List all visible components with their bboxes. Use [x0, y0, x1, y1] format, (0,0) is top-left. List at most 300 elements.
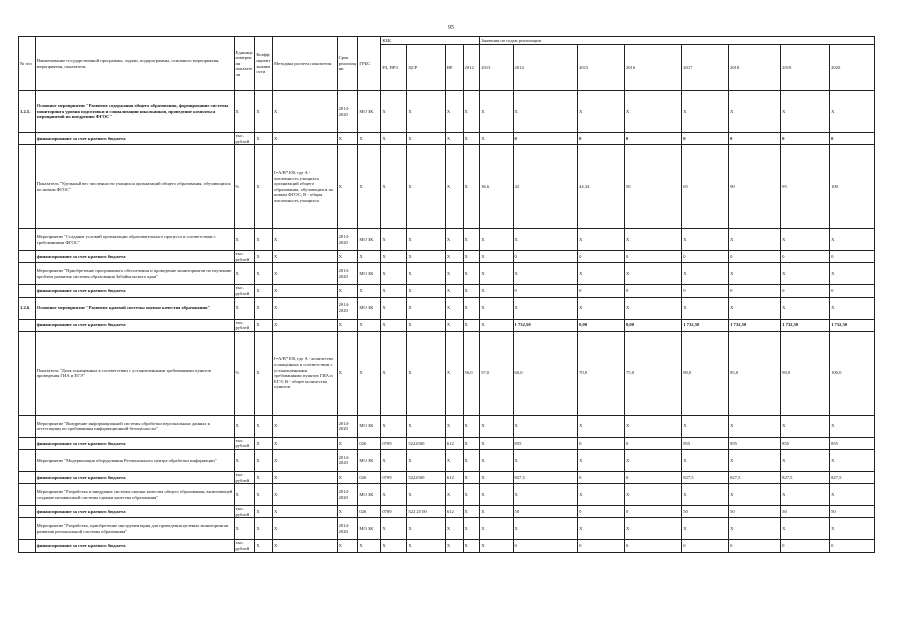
cell-grbs: 026 — [358, 506, 381, 518]
cell-vr: Х — [445, 449, 463, 471]
cell-year-value: Х — [624, 415, 681, 437]
cell-year-value: Х — [513, 449, 578, 471]
cell-year-value: 44,34 — [578, 145, 625, 229]
cell-year-value: Х — [480, 471, 513, 483]
cell-year-value: Х — [513, 518, 578, 540]
cell-num — [19, 319, 36, 331]
cell-year-value: 827,5 — [781, 471, 830, 483]
cell-vr: Х — [445, 229, 463, 251]
cell-year-value: 0 — [578, 540, 625, 552]
table-row — [19, 251, 875, 263]
cell-year-value: 0 — [513, 251, 578, 263]
cell-coef: Х — [255, 319, 273, 331]
cell-name: финансирование за счет краевого бюджета — [35, 133, 234, 145]
cell-year-value: 0,00 — [578, 319, 625, 331]
cell-year-value: Х — [781, 484, 830, 506]
page-number: 95 — [448, 25, 454, 31]
cell-name: Мероприятие "Создание условий организации образовательного процесса в соответствии с требованиями ФГОС" — [35, 229, 234, 251]
cell-name: Мероприятие "Разработка и внедрение системы оценки качества общего образования, включающей создание независимой системы оценки качества образования" — [35, 484, 234, 506]
cell-year-value: Х — [781, 297, 830, 319]
cell-year-value: Х — [480, 484, 513, 506]
cell-year-value: 827,5 — [682, 471, 729, 483]
cell-unit: тыс. рублей — [234, 251, 255, 263]
cell-year-value: Х — [463, 285, 480, 297]
cell-num — [19, 540, 36, 552]
cell-rz: Х — [381, 263, 407, 285]
cell-csr: Х — [407, 91, 446, 133]
cell-year-value: 36,6 — [480, 145, 513, 229]
table-row — [19, 484, 875, 506]
cell-num — [19, 263, 36, 285]
cell-year-value: 855 — [781, 437, 830, 449]
table-header — [19, 37, 875, 91]
cell-grbs: МО ЗК — [358, 263, 381, 285]
cell-unit: тыс. рублей — [234, 437, 255, 449]
cell-grbs: МО ЗК — [358, 449, 381, 471]
cell-num — [19, 145, 36, 229]
header-grbs: ГРБС — [358, 37, 381, 91]
cell-term: Х — [337, 319, 358, 331]
cell-year-value: Х — [463, 91, 480, 133]
cell-year-value: Х — [682, 518, 729, 540]
cell-name: Основное мероприятие "Развитие содержания общего образования, формирование системы мониторинга уровня подготовки и социализации школьников, проведение комплекса мероприятий по внедрению ФГОС" — [35, 91, 234, 133]
cell-name: финансирование за счет краевого бюджета — [35, 506, 234, 518]
cell-method: Х — [273, 263, 338, 285]
cell-term: 2014-2020 — [337, 484, 358, 506]
cell-year-value: Х — [463, 145, 480, 229]
cell-year-value: 100,0 — [830, 331, 875, 415]
cell-year-value: Х — [624, 297, 681, 319]
table-row — [19, 449, 875, 471]
cell-csr: Х — [407, 251, 446, 263]
cell-year-value: Х — [781, 449, 830, 471]
cell-vr: Х — [445, 297, 463, 319]
cell-year-value: 0 — [729, 251, 781, 263]
cell-year-value: 855 — [830, 437, 875, 449]
cell-unit: % — [234, 145, 255, 229]
cell-year-value: Х — [830, 297, 875, 319]
cell-year-value: Х — [480, 91, 513, 133]
cell-grbs: Х — [358, 319, 381, 331]
cell-grbs: МО ЗК — [358, 229, 381, 251]
cell-name: финансирование за счет краевого бюджета — [35, 471, 234, 483]
cell-year-value: 0 — [781, 251, 830, 263]
cell-year-value: Х — [578, 229, 625, 251]
cell-rz: Х — [381, 133, 407, 145]
cell-year-value: 50 — [682, 506, 729, 518]
cell-year-value: 65 — [682, 145, 729, 229]
cell-year-value: 0 — [578, 285, 625, 297]
cell-method: Х — [273, 484, 338, 506]
header-csr: ЦСР — [407, 45, 446, 91]
cell-csr: Х — [407, 449, 446, 471]
table-row — [19, 540, 875, 552]
cell-coef: Х — [255, 471, 273, 483]
cell-year-value: Х — [624, 518, 681, 540]
cell-grbs: Х — [358, 251, 381, 263]
cell-term: Х — [337, 285, 358, 297]
header-vr: ВР — [445, 45, 463, 91]
cell-year-value: Х — [513, 229, 578, 251]
cell-year-value: Х — [682, 229, 729, 251]
cell-unit: Х — [234, 91, 255, 133]
table-row — [19, 506, 875, 518]
cell-method: Х — [273, 449, 338, 471]
cell-csr: Х — [407, 229, 446, 251]
cell-coef: Х — [255, 540, 273, 552]
cell-year-value: Х — [781, 415, 830, 437]
cell-num — [19, 437, 36, 449]
cell-unit: % — [234, 331, 255, 415]
cell-coef: Х — [255, 518, 273, 540]
cell-csr: Х — [407, 145, 446, 229]
cell-year-value: Х — [729, 297, 781, 319]
cell-year-value: Х — [729, 449, 781, 471]
table-row — [19, 297, 875, 319]
header-year: 2012 — [463, 45, 480, 91]
cell-csr: Х — [407, 331, 446, 415]
header-year: 2016 — [624, 45, 681, 91]
cell-coef: Х — [255, 449, 273, 471]
cell-year-value: Х — [781, 263, 830, 285]
cell-year-value: 827,5 — [830, 471, 875, 483]
header-kbk: КБК — [381, 37, 480, 45]
cell-year-value: 0 — [624, 471, 681, 483]
cell-year-value: Х — [624, 484, 681, 506]
cell-year-value: 56,0 — [463, 331, 480, 415]
cell-year-value: 0 — [578, 437, 625, 449]
header-year: 2020 — [830, 45, 875, 91]
cell-year-value: Х — [513, 484, 578, 506]
cell-year-value: 0 — [624, 506, 681, 518]
cell-year-value: Х — [729, 229, 781, 251]
cell-vr: 612 — [445, 506, 463, 518]
cell-name: Основное мероприятие "Развитие краевой системы оценки качества образования" — [35, 297, 234, 319]
cell-year-value: Х — [682, 449, 729, 471]
cell-year-value: 0 — [729, 540, 781, 552]
cell-unit: тыс. рублей — [234, 285, 255, 297]
table-row — [19, 437, 875, 449]
cell-coef: Х — [255, 506, 273, 518]
cell-year-value: 60,0 — [513, 331, 578, 415]
cell-csr: Х — [407, 319, 446, 331]
cell-year-value: Х — [463, 518, 480, 540]
cell-year-value: Х — [578, 484, 625, 506]
cell-year-value: Х — [682, 297, 729, 319]
header-method: Методика расчета показателя — [273, 37, 338, 91]
cell-year-value: Х — [578, 449, 625, 471]
cell-rz: Х — [381, 415, 407, 437]
cell-term: Х — [337, 145, 358, 229]
header-year: 2013 — [480, 45, 513, 91]
cell-year-value: 0 — [781, 133, 830, 145]
cell-year-value: Х — [624, 263, 681, 285]
cell-year-value: Х — [513, 91, 578, 133]
cell-num — [19, 484, 36, 506]
cell-coef: Х — [255, 415, 273, 437]
cell-year-value: 0 — [513, 133, 578, 145]
cell-year-value: Х — [480, 449, 513, 471]
cell-year-value: 1 732,50 — [682, 319, 729, 331]
cell-year-value: Х — [463, 319, 480, 331]
cell-year-value: Х — [729, 263, 781, 285]
cell-coef: Х — [255, 437, 273, 449]
cell-name: Показатель "Удельный вес численности учащихся организаций общего образования, обучающихся по новым ФГОС" — [35, 145, 234, 229]
header-year: 2014 — [513, 45, 578, 91]
cell-coef: Х — [255, 263, 273, 285]
cell-year-value: Х — [578, 518, 625, 540]
cell-year-value: 827,5 — [729, 471, 781, 483]
cell-term: 2014-2020 — [337, 449, 358, 471]
cell-year-value: 0 — [682, 540, 729, 552]
cell-year-value: Х — [480, 251, 513, 263]
cell-csr: 5222500 — [407, 471, 446, 483]
cell-unit: тыс. рублей — [234, 506, 255, 518]
cell-name: Показатель "Доля оснащенных в соответствии с установленными требованиями пунктов проведения ГИА и ЕГЭ" — [35, 331, 234, 415]
cell-year-value: Х — [624, 229, 681, 251]
cell-rz: Х — [381, 251, 407, 263]
cell-year-value: 0 — [729, 285, 781, 297]
cell-grbs: МО ЗК — [358, 518, 381, 540]
table-row — [19, 331, 875, 415]
cell-coef: Х — [255, 285, 273, 297]
cell-csr: Х — [407, 133, 446, 145]
cell-year-value: Х — [513, 415, 578, 437]
cell-rz: Х — [381, 319, 407, 331]
cell-vr: Х — [445, 484, 463, 506]
cell-year-value: Х — [463, 251, 480, 263]
cell-year-value: Х — [830, 518, 875, 540]
cell-unit: Х — [234, 518, 255, 540]
cell-year-value: Х — [830, 263, 875, 285]
cell-year-value: Х — [463, 540, 480, 552]
cell-year-value: Х — [463, 297, 480, 319]
cell-year-value: 0 — [513, 540, 578, 552]
cell-year-value: 0 — [830, 285, 875, 297]
table-row — [19, 518, 875, 540]
cell-coef: Х — [255, 297, 273, 319]
cell-csr: Х — [407, 297, 446, 319]
cell-year-value: Х — [729, 91, 781, 133]
cell-year-value: 0 — [781, 540, 830, 552]
program-table — [18, 36, 875, 553]
cell-year-value: Х — [480, 297, 513, 319]
cell-method: Х — [273, 540, 338, 552]
cell-year-value: Х — [624, 91, 681, 133]
cell-grbs: Х — [358, 285, 381, 297]
cell-rz: Х — [381, 229, 407, 251]
table-row — [19, 319, 875, 331]
cell-method: Х — [273, 471, 338, 483]
cell-term: Х — [337, 133, 358, 145]
cell-year-value: 0 — [729, 133, 781, 145]
cell-rz: Х — [381, 91, 407, 133]
cell-method: Х — [273, 297, 338, 319]
cell-year-value: Х — [480, 437, 513, 449]
cell-year-value: Х — [480, 506, 513, 518]
cell-year-value: Х — [830, 449, 875, 471]
cell-vr: 612 — [445, 471, 463, 483]
header-year: 2018 — [729, 45, 781, 91]
cell-name: финансирование за счет краевого бюджета — [35, 540, 234, 552]
cell-rz: 0709 — [381, 471, 407, 483]
cell-year-value: 1 732,50 — [781, 319, 830, 331]
header-term: Срок реализации — [337, 37, 358, 91]
cell-method: I=A/B*100, где A - численность учащихся организаций общего образования, обучающихся по новым ФГОС; B - общая численность учащихся — [273, 145, 338, 229]
cell-method: Х — [273, 91, 338, 133]
cell-year-value: 50 — [513, 506, 578, 518]
cell-num — [19, 449, 36, 471]
cell-year-value: 0 — [830, 251, 875, 263]
cell-year-value: 42 — [513, 145, 578, 229]
cell-vr: Х — [445, 251, 463, 263]
header-year: 2017 — [682, 45, 729, 91]
cell-year-value: 50 — [830, 506, 875, 518]
cell-year-value: Х — [781, 91, 830, 133]
cell-rz: 0709 — [381, 506, 407, 518]
cell-coef: Х — [255, 145, 273, 229]
cell-year-value: Х — [682, 415, 729, 437]
cell-year-value: 95 — [781, 145, 830, 229]
cell-year-value: 80,0 — [682, 331, 729, 415]
cell-vr: Х — [445, 319, 463, 331]
cell-vr: Х — [445, 145, 463, 229]
cell-method: I=A/B*100, где A - количество оснащенных в соответствии с установленными требованиями пунктов ГИА и ЕГЭ; B - общее количество пунктов — [273, 331, 338, 415]
header-name: Наименование государственной программы, задачи, подпрограммы, основного мероприятия, мероприятия, показателя — [35, 37, 234, 91]
cell-year-value: Х — [463, 484, 480, 506]
cell-name: финансирование за счет краевого бюджета — [35, 251, 234, 263]
cell-year-value: Х — [463, 133, 480, 145]
cell-year-value: Х — [830, 91, 875, 133]
cell-grbs: Х — [358, 540, 381, 552]
cell-method: Х — [273, 506, 338, 518]
cell-name: финансирование за счет краевого бюджета — [35, 437, 234, 449]
cell-year-value: Х — [830, 415, 875, 437]
cell-term: 2014-2020 — [337, 297, 358, 319]
cell-name: Мероприятие "Внедрение информационной системы обработки персональных данных к аттестациям по требованиям информационной безопасности" — [35, 415, 234, 437]
cell-csr: Х — [407, 415, 446, 437]
cell-rz: Х — [381, 484, 407, 506]
cell-rz: Х — [381, 518, 407, 540]
cell-vr: Х — [445, 91, 463, 133]
cell-year-value: Х — [480, 319, 513, 331]
cell-method: Х — [273, 133, 338, 145]
cell-year-value: 0 — [624, 285, 681, 297]
cell-year-value: 827,5 — [513, 471, 578, 483]
cell-year-value: Х — [729, 484, 781, 506]
cell-num — [19, 285, 36, 297]
cell-unit: Х — [234, 229, 255, 251]
cell-term: Х — [337, 506, 358, 518]
table-row — [19, 263, 875, 285]
cell-num: 1.2.5. — [19, 91, 36, 133]
cell-year-value: Х — [480, 133, 513, 145]
cell-num — [19, 415, 36, 437]
cell-grbs: 026 — [358, 437, 381, 449]
cell-year-value: 0 — [624, 251, 681, 263]
cell-num — [19, 251, 36, 263]
cell-unit: Х — [234, 263, 255, 285]
cell-year-value: 0 — [781, 285, 830, 297]
cell-year-value: Х — [463, 415, 480, 437]
cell-num — [19, 331, 36, 415]
cell-year-value: Х — [463, 437, 480, 449]
cell-term: Х — [337, 471, 358, 483]
cell-rz: Х — [381, 145, 407, 229]
table-row — [19, 285, 875, 297]
cell-method: Х — [273, 415, 338, 437]
cell-year-value: Х — [463, 449, 480, 471]
cell-year-value: Х — [513, 297, 578, 319]
cell-year-value: 0,00 — [624, 319, 681, 331]
cell-year-value: Х — [830, 484, 875, 506]
cell-unit: тыс. рублей — [234, 133, 255, 145]
cell-year-value: 0 — [682, 251, 729, 263]
cell-unit: Х — [234, 449, 255, 471]
cell-year-value: Х — [682, 263, 729, 285]
table-row — [19, 145, 875, 229]
table-row — [19, 133, 875, 145]
table-body — [19, 91, 875, 553]
cell-year-value: 0 — [682, 133, 729, 145]
cell-num — [19, 229, 36, 251]
cell-year-value: 855 — [729, 437, 781, 449]
cell-year-value: Х — [578, 263, 625, 285]
cell-year-value: 0 — [624, 540, 681, 552]
cell-name: Мероприятие "Разработка, приобретение инструментария для проведения целевых мониторингов развития региональной системы образования" — [35, 518, 234, 540]
cell-year-value: Х — [463, 471, 480, 483]
cell-unit: тыс. рублей — [234, 471, 255, 483]
cell-rz: 0709 — [381, 437, 407, 449]
cell-num: 1.2.6. — [19, 297, 36, 319]
cell-year-value: Х — [480, 415, 513, 437]
table-row — [19, 471, 875, 483]
cell-year-value: Х — [480, 518, 513, 540]
cell-year-value: 0 — [578, 251, 625, 263]
cell-csr: Х — [407, 484, 446, 506]
cell-year-value: 70,0 — [578, 331, 625, 415]
cell-year-value: 0 — [513, 285, 578, 297]
cell-year-value: 855 — [682, 437, 729, 449]
table-row — [19, 91, 875, 133]
cell-term: Х — [337, 331, 358, 415]
cell-csr: 5222500 — [407, 437, 446, 449]
cell-year-value: 90,0 — [781, 331, 830, 415]
cell-year-value: Х — [729, 415, 781, 437]
cell-unit: Х — [234, 484, 255, 506]
cell-year-value: 0 — [624, 133, 681, 145]
cell-year-value: Х — [480, 229, 513, 251]
cell-rz: Х — [381, 540, 407, 552]
cell-year-value: Х — [463, 263, 480, 285]
cell-num — [19, 518, 36, 540]
cell-year-value: Х — [480, 263, 513, 285]
cell-vr: Х — [445, 331, 463, 415]
cell-year-value: 0 — [578, 133, 625, 145]
cell-grbs: МО ЗК — [358, 484, 381, 506]
header-unit: Единица измерения показателя — [234, 37, 255, 91]
cell-method: Х — [273, 285, 338, 297]
cell-unit: Х — [234, 297, 255, 319]
cell-year-value: Х — [463, 506, 480, 518]
cell-term: 2014-2020 — [337, 229, 358, 251]
cell-year-value: Х — [624, 449, 681, 471]
cell-year-value: 1 732,50 — [513, 319, 578, 331]
cell-term: Х — [337, 437, 358, 449]
cell-year-value: 0 — [624, 437, 681, 449]
cell-method: Х — [273, 319, 338, 331]
cell-method: Х — [273, 437, 338, 449]
